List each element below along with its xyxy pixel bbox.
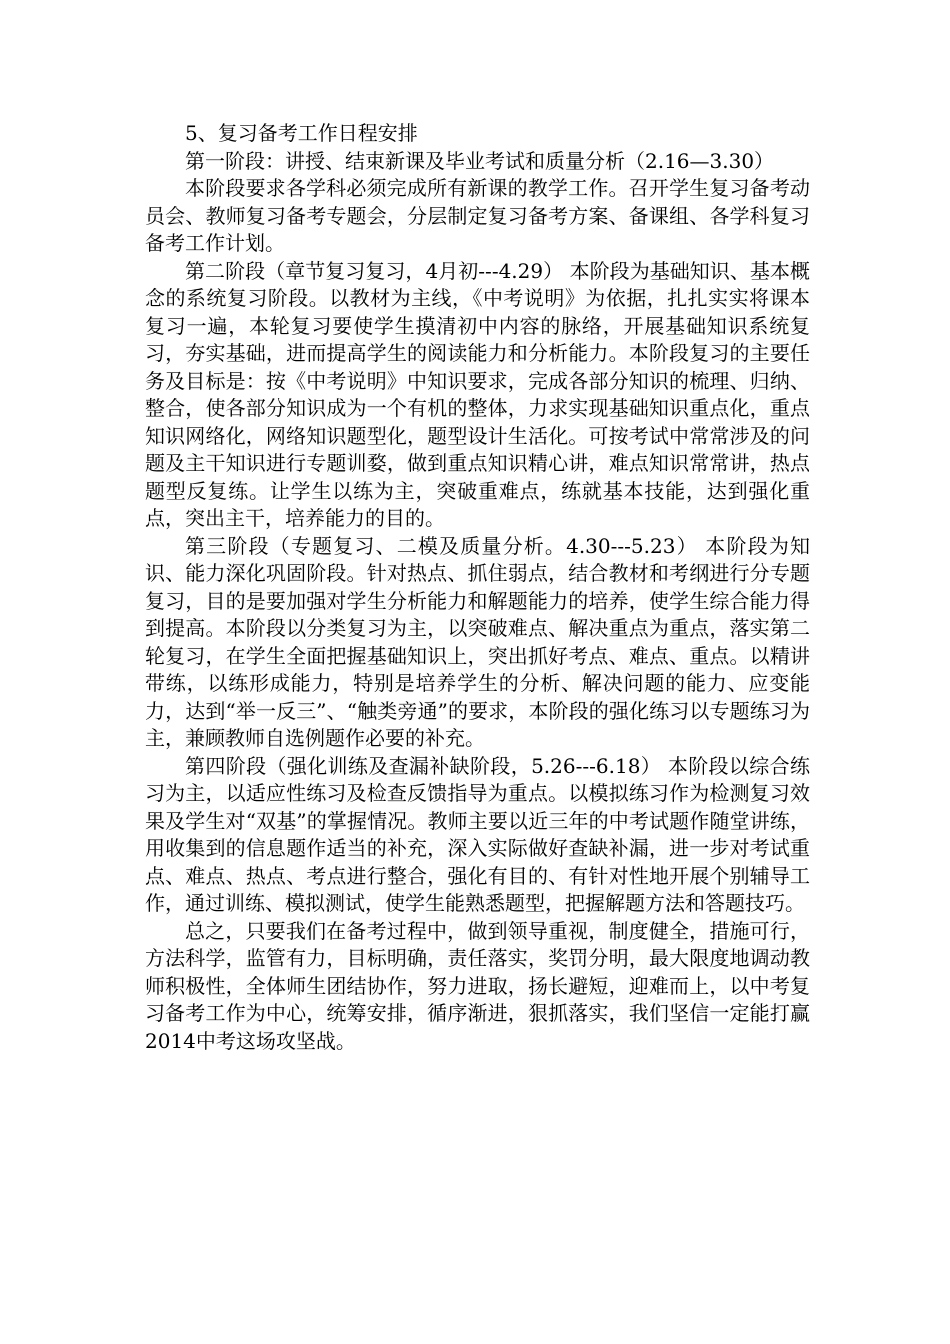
document-body (145, 120, 810, 1055)
stage1-title: 第一阶段：讲授、结束新课及毕业考试和质量分析（2.16—3.30） (185, 148, 775, 173)
conclusion-paragraph: 总之，只要我们在备考过程中，做到领导重视，制度健全，措施可行，方法科学，监管有力，目标明确，责任落实，奖罚分明，最大限度地调动教师积极性，全体师生团结协作，努力进取，扬长避短，迎难而上，以中考复习备考工作为中心，统筹安排，循序渐进，狠抓落实，我们坚信一定能打赢2014中考这场攻坚战。 (145, 918, 810, 1053)
stage3-paragraph: 第三阶段（专题复习、二模及质量分析。4.30---5.23） 本阶段为知识、能力深化巩固阶段。针对热点、抓住弱点，结合教材和考纲进行分专题复习，目的是要加强对学生分析能力和解题能力的培养，使学生综合能力得到提高。本阶段以分类复习为主，以突破难点、解决重点为重点，落实第二轮复习，在学生全面把握基础知识上，突出抓好考点、难点、重点。以精讲带练，以练形成能力，特别是培养学生的分析、解决问题的能力、应变能力，达到“举一反三”、“触类旁通”的要求，本阶段的强化练习以专题练习为主，兼顾教师自选例题作必要的补充。 (145, 533, 810, 750)
stage1-paragraph: 本阶段要求各学科必须完成所有新课的教学工作。召开学生复习备考动员会、教师复习备考专题会，分层制定复习备考方案、备课组、各学科复习备考工作计划。 (145, 176, 810, 255)
stage4-paragraph: 第四阶段（强化训练及查漏补缺阶段，5.26---6.18） 本阶段以综合练习为主，以适应性练习及检查反馈指导为重点。以模拟练习作为检测复习效果及学生对“双基”的掌握情况。教师主要以近三年的中考试题作随堂讲练，用收集到的信息题作适当的补充，深入实际做好查缺补漏，进一步对考试重点、难点、热点、考点进行整合，强化有目的、有针对性地开展个别辅导工作，通过训练、模拟测试，使学生能熟悉题型，把握解题方法和答题技巧。 (145, 753, 810, 915)
section-heading: 5、复习备考工作日程安排 (185, 121, 418, 145)
stage2-paragraph: 第二阶段（章节复习复习，4月初---4.29） 本阶段为基础知识、基本概念的系统复习阶段。以教材为主线，《中考说明》为依据，扎扎实实将课本复习一遍，本轮复习要使学生摸清初中内容的脉络，开展基础知识系统复习，夯实基础，进而提高学生的阅读能力和分析能力。本阶段复习的主要任务及目标是：按《中考说明》中知识要求，完成各部分知识的梳理、归纳、整合，使各部分知识成为一个有机的整体，力求实现基础知识重点化，重点知识网络化，网络知识题型化，题型设计生活化。可按考试中常常涉及的问题及主干知识进行专题训婺，做到重点知识精心讲，难点知识常常讲，热点题型反复练。让学生以练为主，突破重难点，练就基本技能，达到强化重点，突出主干，培养能力的目的。 (145, 258, 810, 530)
